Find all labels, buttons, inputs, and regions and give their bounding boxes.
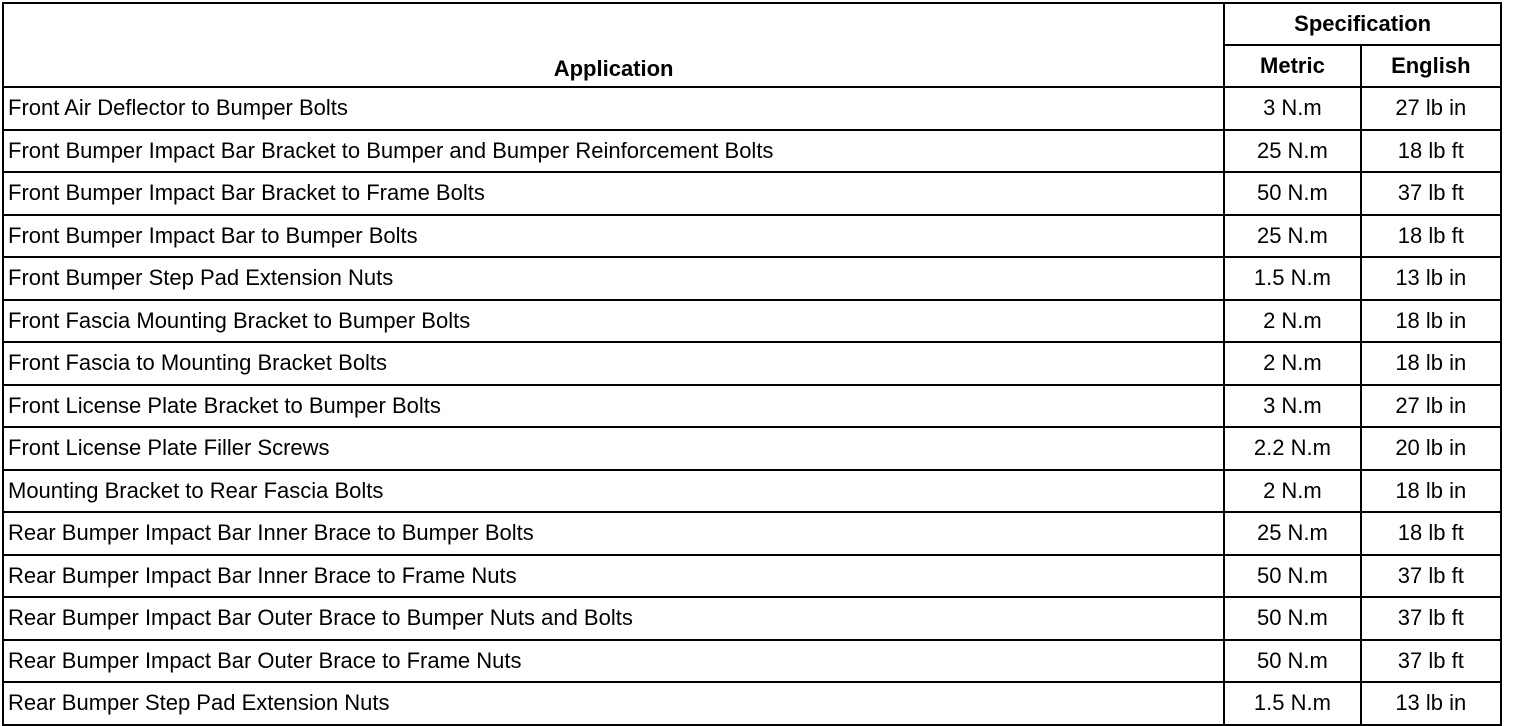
metric-cell: 50 N.m (1224, 172, 1360, 215)
table-row (3, 470, 1501, 513)
metric-cell: 1.5 N.m (1224, 682, 1360, 725)
metric-cell: 3 N.m (1224, 385, 1360, 428)
metric-cell: 3 N.m (1224, 87, 1360, 130)
english-cell: 20 lb in (1361, 427, 1501, 470)
table-row (3, 555, 1501, 598)
metric-header: Metric (1224, 45, 1360, 87)
english-cell: 37 lb ft (1361, 172, 1501, 215)
english-cell: 18 lb in (1361, 342, 1501, 385)
metric-cell: 50 N.m (1224, 555, 1360, 598)
metric-cell: 1.5 N.m (1224, 257, 1360, 300)
metric-cell: 50 N.m (1224, 597, 1360, 640)
table-row (3, 257, 1501, 300)
table-row (3, 427, 1501, 470)
table-row (3, 682, 1501, 725)
table-row (3, 87, 1501, 130)
metric-cell: 50 N.m (1224, 640, 1360, 683)
application-cell: Front Bumper Step Pad Extension Nuts (3, 257, 1224, 300)
table-body (3, 87, 1501, 725)
table-row (3, 342, 1501, 385)
application-cell: Front License Plate Bracket to Bumper Bolts (3, 385, 1224, 428)
application-cell: Rear Bumper Impact Bar Outer Brace to Frame Nuts (3, 640, 1224, 683)
metric-cell: 25 N.m (1224, 215, 1360, 258)
english-header: English (1361, 45, 1501, 87)
application-cell: Front Bumper Impact Bar Bracket to Frame Bolts (3, 172, 1224, 215)
english-cell: 13 lb in (1361, 682, 1501, 725)
english-cell: 18 lb ft (1361, 215, 1501, 258)
metric-cell: 2.2 N.m (1224, 427, 1360, 470)
application-cell: Rear Bumper Impact Bar Outer Brace to Bumper Nuts and Bolts (3, 597, 1224, 640)
application-cell: Front Bumper Impact Bar to Bumper Bolts (3, 215, 1224, 258)
english-cell: 27 lb in (1361, 385, 1501, 428)
metric-cell: 25 N.m (1224, 130, 1360, 173)
application-cell: Rear Bumper Impact Bar Inner Brace to Bumper Bolts (3, 512, 1224, 555)
english-cell: 37 lb ft (1361, 597, 1501, 640)
metric-cell: 2 N.m (1224, 300, 1360, 343)
metric-cell: 2 N.m (1224, 470, 1360, 513)
english-cell: 18 lb ft (1361, 512, 1501, 555)
english-cell: 18 lb ft (1361, 130, 1501, 173)
application-cell: Front Fascia Mounting Bracket to Bumper Bolts (3, 300, 1224, 343)
application-header: Application (3, 3, 1224, 87)
metric-cell: 2 N.m (1224, 342, 1360, 385)
table-row (3, 640, 1501, 683)
application-cell: Mounting Bracket to Rear Fascia Bolts (3, 470, 1224, 513)
application-cell: Front Air Deflector to Bumper Bolts (3, 87, 1224, 130)
application-cell: Front Fascia to Mounting Bracket Bolts (3, 342, 1224, 385)
specification-header: Specification (1224, 3, 1501, 45)
table-row (3, 130, 1501, 173)
english-cell: 37 lb ft (1361, 555, 1501, 598)
english-cell: 13 lb in (1361, 257, 1501, 300)
table-row (3, 512, 1501, 555)
table-row (3, 385, 1501, 428)
english-cell: 18 lb in (1361, 300, 1501, 343)
application-cell: Rear Bumper Impact Bar Inner Brace to Frame Nuts (3, 555, 1224, 598)
table-header (3, 3, 1501, 87)
torque-spec-table (2, 2, 1502, 726)
table-row (3, 597, 1501, 640)
table-row (3, 215, 1501, 258)
english-cell: 18 lb in (1361, 470, 1501, 513)
table-row (3, 172, 1501, 215)
table-row (3, 300, 1501, 343)
application-cell: Front Bumper Impact Bar Bracket to Bumper and Bumper Reinforcement Bolts (3, 130, 1224, 173)
english-cell: 37 lb ft (1361, 640, 1501, 683)
application-cell: Front License Plate Filler Screws (3, 427, 1224, 470)
english-cell: 27 lb in (1361, 87, 1501, 130)
application-cell: Rear Bumper Step Pad Extension Nuts (3, 682, 1224, 725)
metric-cell: 25 N.m (1224, 512, 1360, 555)
header-row-top (3, 3, 1501, 45)
